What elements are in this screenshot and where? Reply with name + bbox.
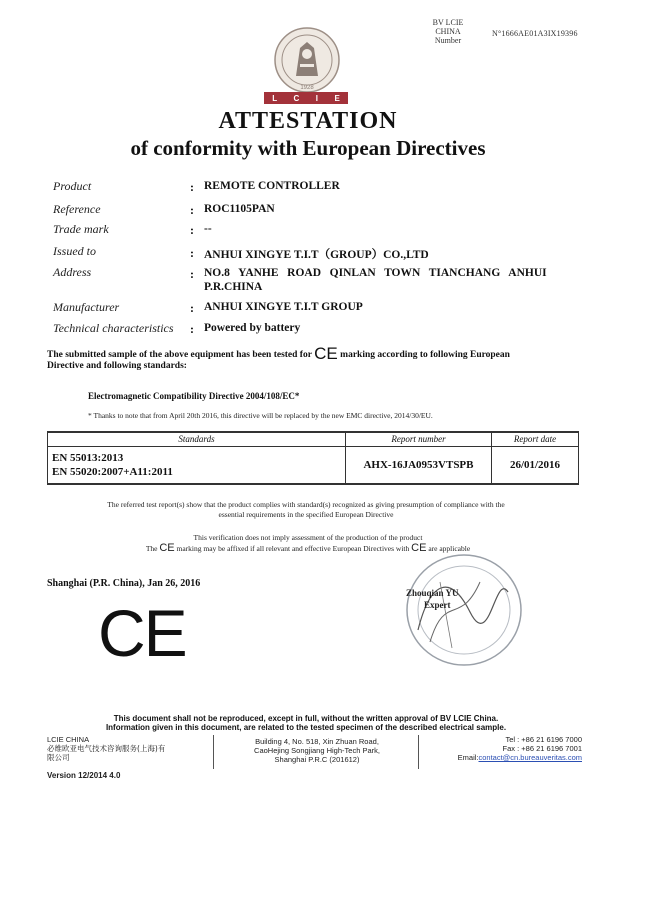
- lcie-logo-bar: L C I E: [264, 92, 348, 104]
- standards-table: [47, 431, 579, 485]
- footer-notice: This document shall not be reproduced, except in full, without the written approval of BV LCIE China. Information given in this document, are related to the tested specimen of the described electrical sample.: [105, 714, 507, 732]
- certificate-number: N°1666AE01A3IX19396: [492, 29, 578, 38]
- field-colon: :: [190, 246, 194, 260]
- field-label-product: Product: [53, 179, 92, 193]
- tested-statement: The submitted sample of the above equipment has been tested for CE marking according to following European Directive and following standards:: [47, 344, 510, 371]
- version-label: Version 12/2014 4.0: [47, 771, 121, 780]
- ce-mark-large: CE: [98, 596, 186, 670]
- directive-footnote: * Thanks to note that from April 20th 2016, this directive will be replaced by the new EMC directive, 2014/30/EU.: [88, 411, 433, 420]
- directive-title: Electromagnetic Compatibility Directive 2004/108/EC*: [88, 391, 300, 401]
- field-value-product: REMOTE CONTROLLER: [204, 180, 340, 192]
- place-date: Shanghai (P.R. China), Jan 26, 2016: [47, 578, 201, 589]
- field-value-issued-to: ANHUI XINGYE T.I.T（GROUP）CO.,LTD: [204, 249, 429, 261]
- field-label-technical-characteristics: Technical characteristics: [53, 321, 174, 335]
- signatory-name: Zhouqian YU: [406, 588, 459, 598]
- table-row: [48, 446, 579, 484]
- ce-mark-inline-icon: CE: [411, 542, 427, 554]
- field-label-reference: Reference: [53, 202, 101, 216]
- footer-company: LCIE CHINA 必维欧亚电气技术咨询服务(上海)有 限公司: [47, 735, 166, 762]
- field-value-trade-mark: --: [204, 223, 212, 235]
- company-stamp: [400, 552, 526, 670]
- field-colon: :: [190, 322, 194, 336]
- column-header-report-date: Report date: [492, 432, 579, 446]
- field-label-address: Address: [53, 265, 92, 279]
- field-colon: :: [190, 301, 194, 315]
- field-colon: :: [190, 203, 194, 217]
- bv-lcie-label: BV LCIE CHINA Number: [432, 18, 464, 45]
- email-link[interactable]: contact@cn.bureauveritas.com: [478, 753, 582, 762]
- field-colon: :: [190, 223, 194, 237]
- column-header-standards: Standards: [48, 432, 346, 446]
- footer-address: Building 4, No. 518, Xin Zhuan Road, CaoHejing Songjiang High-Tech Park, Shanghai P.R.C (201612): [254, 737, 380, 764]
- field-value-reference: ROC1105PAN: [204, 203, 275, 215]
- footer-divider: [418, 735, 419, 769]
- field-label-trade-mark: Trade mark: [53, 222, 109, 236]
- ce-mark-inline-icon: CE: [159, 542, 175, 554]
- field-value-manufacturer: ANHUI XINGYE T.I.T GROUP: [204, 301, 363, 313]
- field-value-address-line1: NO.8 YANHE ROAD QINLAN TOWN TIANCHANG ANHUI: [204, 267, 547, 279]
- field-value-technical-characteristics: Powered by battery: [204, 322, 301, 334]
- field-colon: :: [190, 180, 194, 194]
- field-colon: :: [190, 267, 194, 281]
- field-value-address-line2: P.R.CHINA: [204, 281, 263, 293]
- seal-year: 1928: [300, 85, 314, 91]
- report-number-cell: AHX-16JA0953VTSPB: [346, 446, 492, 484]
- field-label-issued-to: Issued to: [53, 244, 96, 258]
- signatory-title: Expert: [424, 600, 451, 610]
- document-subtitle: of conformity with European Directives: [130, 136, 486, 160]
- verification-text: This verification does not imply assessment of the production of the product The CE marking may be affixed if all relevant and effective European Directives with CE are applicable: [145, 533, 471, 554]
- standards-cell: EN 55013:2013 EN 55020:2007+A11:2011: [48, 446, 346, 484]
- compliance-text: The referred test report(s) show that the product complies with standard(s) recognized as giving presumption of compliance with the essential requirements in the specified European Directive: [107, 500, 505, 519]
- column-header-report-number: Report number: [346, 432, 492, 446]
- footer-divider: [213, 735, 214, 769]
- report-date-cell: 26/01/2016: [492, 446, 579, 484]
- field-label-manufacturer: Manufacturer: [53, 300, 120, 314]
- document-title: ATTESTATION: [218, 108, 398, 134]
- ce-mark-inline-icon: CE: [314, 344, 338, 363]
- footer-contact: Tel : +86 21 6196 7000 Fax : +86 21 6196 7001 Email:contact@cn.bureauveritas.com: [457, 735, 582, 762]
